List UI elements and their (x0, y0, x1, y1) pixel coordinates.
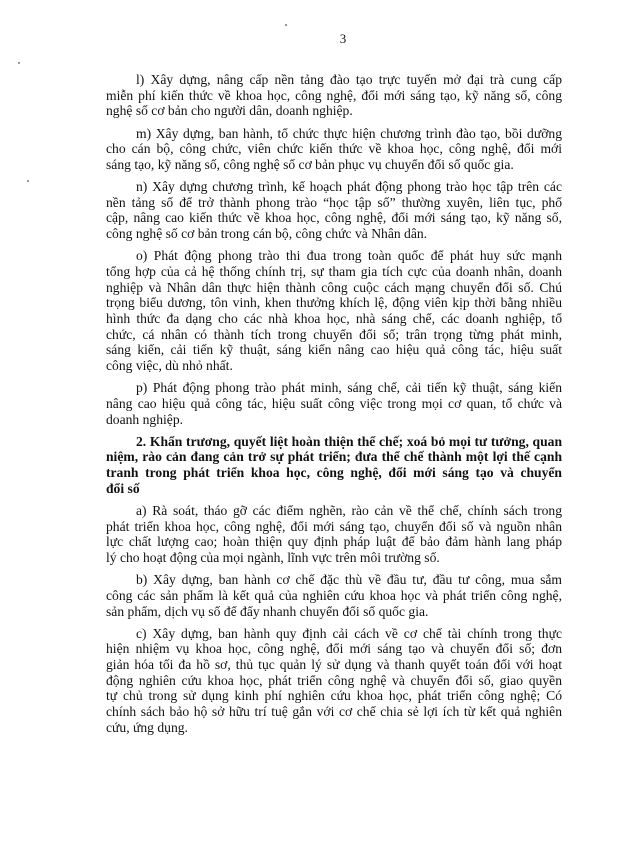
text-line: c) Xây dựng, ban hành quy định cải cách về cơ chế tài chính trong thực (136, 625, 562, 641)
text-line: lý cho hoạt động của mọi ngành, lĩnh vực trên môi trường số. (106, 550, 440, 566)
text-line: động nghiên cứu khoa học, phát triển công nghệ và chuyển đổi số, giao quyền (106, 672, 562, 688)
text-line: phát triển khoa học, công nghệ, đổi mới sáng tạo, chuyển đổi số và nguồn nhân (106, 518, 562, 534)
text-line: m) Xây dựng, ban hành, tổ chức thực hiện chương trình đào tạo, bồi dưỡng (136, 125, 562, 141)
text-line: b) Xây dựng, ban hành cơ chế đặc thù về đầu tư, đầu tư công, mua sắm (136, 572, 562, 588)
paragraph (106, 380, 562, 427)
section-heading (106, 434, 562, 497)
text-line: nâng cao hiệu quả công tác, hiệu suất công việc trong mọi cơ quan, tổ chức và (106, 395, 562, 411)
page-number: 3 (339, 31, 347, 46)
paragraph (106, 626, 562, 736)
text-line: nghệ số cơ bản cho người dân, doanh nghiệp. (106, 103, 353, 119)
text-line: tổng hợp của cả hệ thống chính trị, sự tham gia tích cực của doanh nhân, doanh (106, 263, 562, 279)
text-line: sản phẩm, dịch vụ số để đẩy nhanh chuyển đổi số quốc gia. (106, 603, 429, 619)
text-line: chức, cá nhân có thành tích trong chuyển đổi số; trân trọng từng phát minh, (106, 326, 562, 342)
text-line: l) Xây dựng, nâng cấp nền tảng đào tạo trực tuyến mở đại trà cung cấp (136, 72, 562, 87)
text-line: tranh trong phát triển khoa học, công nghệ, đổi mới sáng tạo và chuyển (106, 465, 562, 481)
text-line: hình thức đa dạng cho các nhà khoa học, nhà sáng chế, các doanh nghiệp, tổ (106, 311, 562, 327)
paragraph (106, 572, 562, 619)
scan-speck (27, 180, 29, 182)
text-line: o) Phát động phong trào thi đua trong toàn quốc để phát huy sức mạnh (136, 248, 562, 264)
text-line: lực chất lượng cao; hoàn thiện quy định pháp luật để bảo đảm hành lang pháp (106, 534, 562, 550)
scan-speck (18, 62, 20, 64)
text-line: công các sản phẩm là kết quả của nghiên cứu khoa học và phát triển công nghệ, (106, 587, 562, 603)
text-line: a) Rà soát, tháo gỡ các điểm nghẽn, rào cản về thể chế, chính sách trong (136, 502, 562, 518)
scan-speck (285, 24, 287, 26)
text-line: miễn phí kiến thức về khoa học, công nghệ, đổi mới sáng tạo, kỹ năng số, công (106, 87, 562, 103)
text-line: hiện nhiệm vụ khoa học, công nghệ, đổi mới sáng tạo và chuyển đổi số; đơn (106, 641, 562, 657)
text-line: sáng tạo, kỹ năng số, công nghệ số cơ bản phục vụ chuyển đổi số quốc gia. (106, 156, 514, 172)
paragraph (106, 126, 562, 173)
text-line: n) Xây dựng chương trình, kế hoạch phát động phong trào học tập trên các (136, 179, 562, 194)
paragraph (106, 179, 562, 242)
text-line: cập, nâng cao kiến thức về khoa học, công nghệ, đổi mới sáng tạo, kỹ năng số, (106, 210, 562, 226)
text-line: tự chủ trong sử dụng kinh phí nghiên cứu khoa học, phát triển công nghệ; Có (106, 688, 562, 704)
paragraph (106, 503, 562, 566)
paragraph (106, 248, 562, 374)
text-line: 2. Khẩn trương, quyết liệt hoàn thiện thể chế; xoá bỏ mọi tư tưởng, quan (136, 433, 562, 449)
document-body (106, 72, 562, 742)
text-line: giản hóa tối đa hồ sơ, thủ tục quản lý sử dụng và thanh quyết toán đối với hoạt (106, 657, 562, 673)
text-line: cho cán bộ, công chức, viên chức kiến thức về khoa học, công nghệ, đổi mới (106, 141, 562, 157)
text-line: công nghệ số cơ bản trong cán bộ, công chức và Nhân dân. (106, 226, 428, 242)
text-line: công việc, dù nhỏ nhất. (106, 358, 233, 374)
paragraph (106, 72, 562, 119)
text-line: trọng biểu dương, tôn vinh, khen thưởng khích lệ, động viên kịp thời bằng nhiều (106, 295, 562, 311)
text-line: niệm, rào cản đang cản trở sự phát triển; đưa thể chế thành một lợi thế cạnh (106, 449, 562, 465)
text-line: nền tảng số để trở thành phong trào “học tập số” thường xuyên, liên tục, phổ (106, 194, 562, 210)
text-line: đổi số (106, 480, 140, 496)
text-line: chính sách bảo hộ sở hữu trí tuệ gắn với cơ chế chia sẻ lợi ích từ kết quả nghiên (106, 704, 562, 720)
text-line: sáng kiến, cải tiến kỹ thuật, sáng kiến nâng cao hiệu quả công tác, hiệu suất (106, 342, 562, 358)
text-line: p) Phát động phong trào phát minh, sáng chế, cải tiến kỹ thuật, sáng kiến (136, 380, 562, 396)
text-line: cứu, ứng dụng. (106, 719, 188, 735)
text-line: nghiệp và Nhân dân thực hiện thành công cuộc cách mạng chuyển đổi số. Chú (106, 279, 562, 295)
text-line: doanh nghiệp. (106, 411, 184, 427)
